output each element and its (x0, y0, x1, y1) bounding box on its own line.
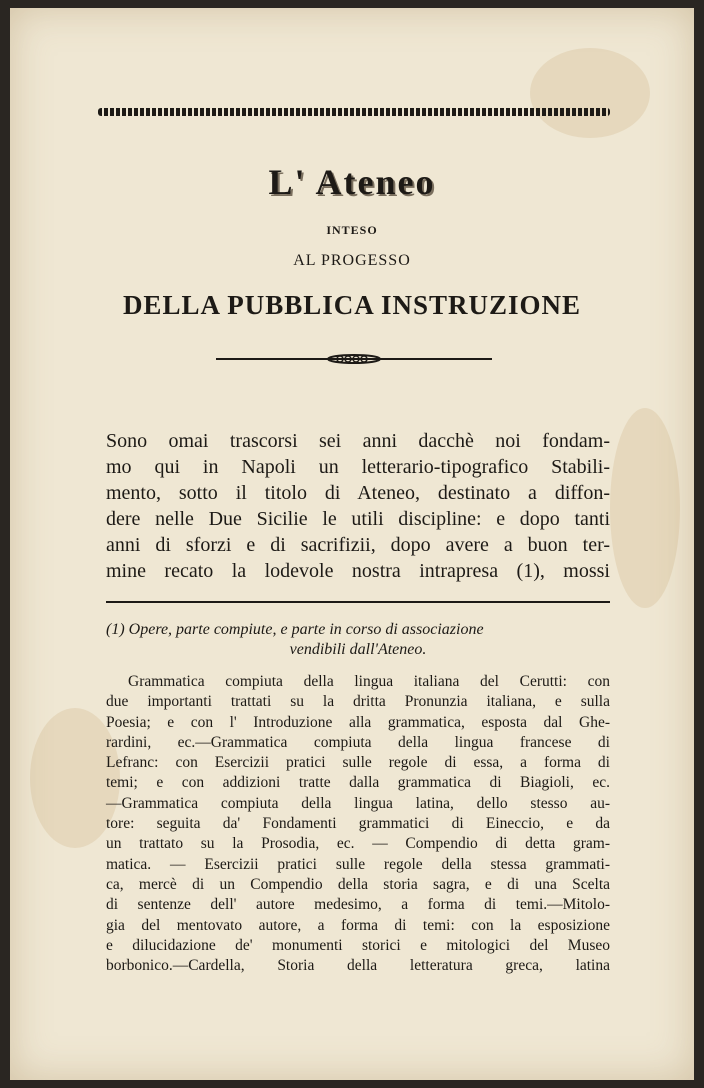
subtitle-pubblica-instruzione: DELLA PUBBLICA INSTRUZIONE (122, 290, 582, 320)
main-text-line: Sono omai trascorsi sei anni dacchè noi fondam- (106, 430, 610, 452)
footnote-body (106, 672, 610, 976)
paper-stain (610, 408, 680, 608)
main-text-line: mo qui in Napoli un letterario-tipografico Stabili- (106, 456, 610, 478)
main-text-line: mine recato la lodevole nostra intrapresa (1), mossi (106, 560, 610, 582)
footnote-line: due importanti trattati su la dritta Pronunzia italiana, e sulla (106, 693, 610, 711)
footnote-line: temi; e con addizioni tratte dalla grammatica di Biagioli, ec. (106, 774, 610, 792)
main-paragraph (106, 428, 610, 584)
footnote-heading (106, 620, 610, 660)
footnote-line: Lefranc: con Esercizii pratici sulle regole di essa, a forma di (106, 754, 610, 772)
footnote-line: un trattato su la Prosodia, ec. — Compendio di detta gram- (106, 835, 610, 853)
footnote-line: rardini, ec.—Grammatica compiuta della lingua francese di (106, 733, 610, 751)
footnote-line: e dilucidazione de' monumenti storici e mitologici del Museo (106, 936, 610, 954)
footnote-line: borbonico.—Cardella, Storia della letteratura greca, latina (106, 957, 610, 975)
main-text-line: dere nelle Due Sicilie le utili discipline: e dopo tanti (106, 508, 610, 530)
footnote-line: di sentenze dell' autore medesimo, a forma di temi.—Mitolo- (106, 896, 610, 914)
page-title: L' Ateneo (268, 162, 436, 202)
top-ornament-border (98, 108, 610, 116)
subtitle-al-progesso: AL PROGESSO (293, 252, 411, 269)
book-page (10, 8, 694, 1080)
footnote-line: tore: seguita da' Fondamenti grammatici di Eineccio, e da (106, 815, 610, 833)
footnote-line: gia del mentovato autore, a forma di temi: con la esposizione (106, 916, 610, 934)
footnote-rule (106, 601, 610, 603)
footnote-line: Poesia; e con l' Introduzione alla grammatica, esposta dal Ghe- (106, 713, 610, 731)
paper-stain (530, 48, 650, 138)
footnote-line: —Grammatica compiuta della lingua latina, dello stesso au- (106, 794, 610, 812)
main-text-line: mento, sotto il titolo di Ateneo, destinato a diffon- (106, 482, 610, 504)
footnote-line: matica. — Esercizii pratici sulle regole della stessa grammati- (106, 855, 610, 873)
footnote-heading-line: (1) Opere, parte compiute, e parte in corso di associazione (106, 621, 484, 638)
main-text-line: anni di sforzi e di sacrifizii, dopo avere a buon ter- (106, 534, 610, 556)
footnote-line: ca, mercè di un Compendio della storia sagra, e di una Scelta (106, 875, 610, 893)
subtitle-inteso: INTESO (326, 223, 378, 237)
footnote-line: Grammatica compiuta della lingua italiana del Cerutti: con (128, 673, 610, 690)
footnote-heading-line: vendibili dall'Ateneo. (289, 641, 427, 658)
ornamental-divider (216, 353, 492, 365)
